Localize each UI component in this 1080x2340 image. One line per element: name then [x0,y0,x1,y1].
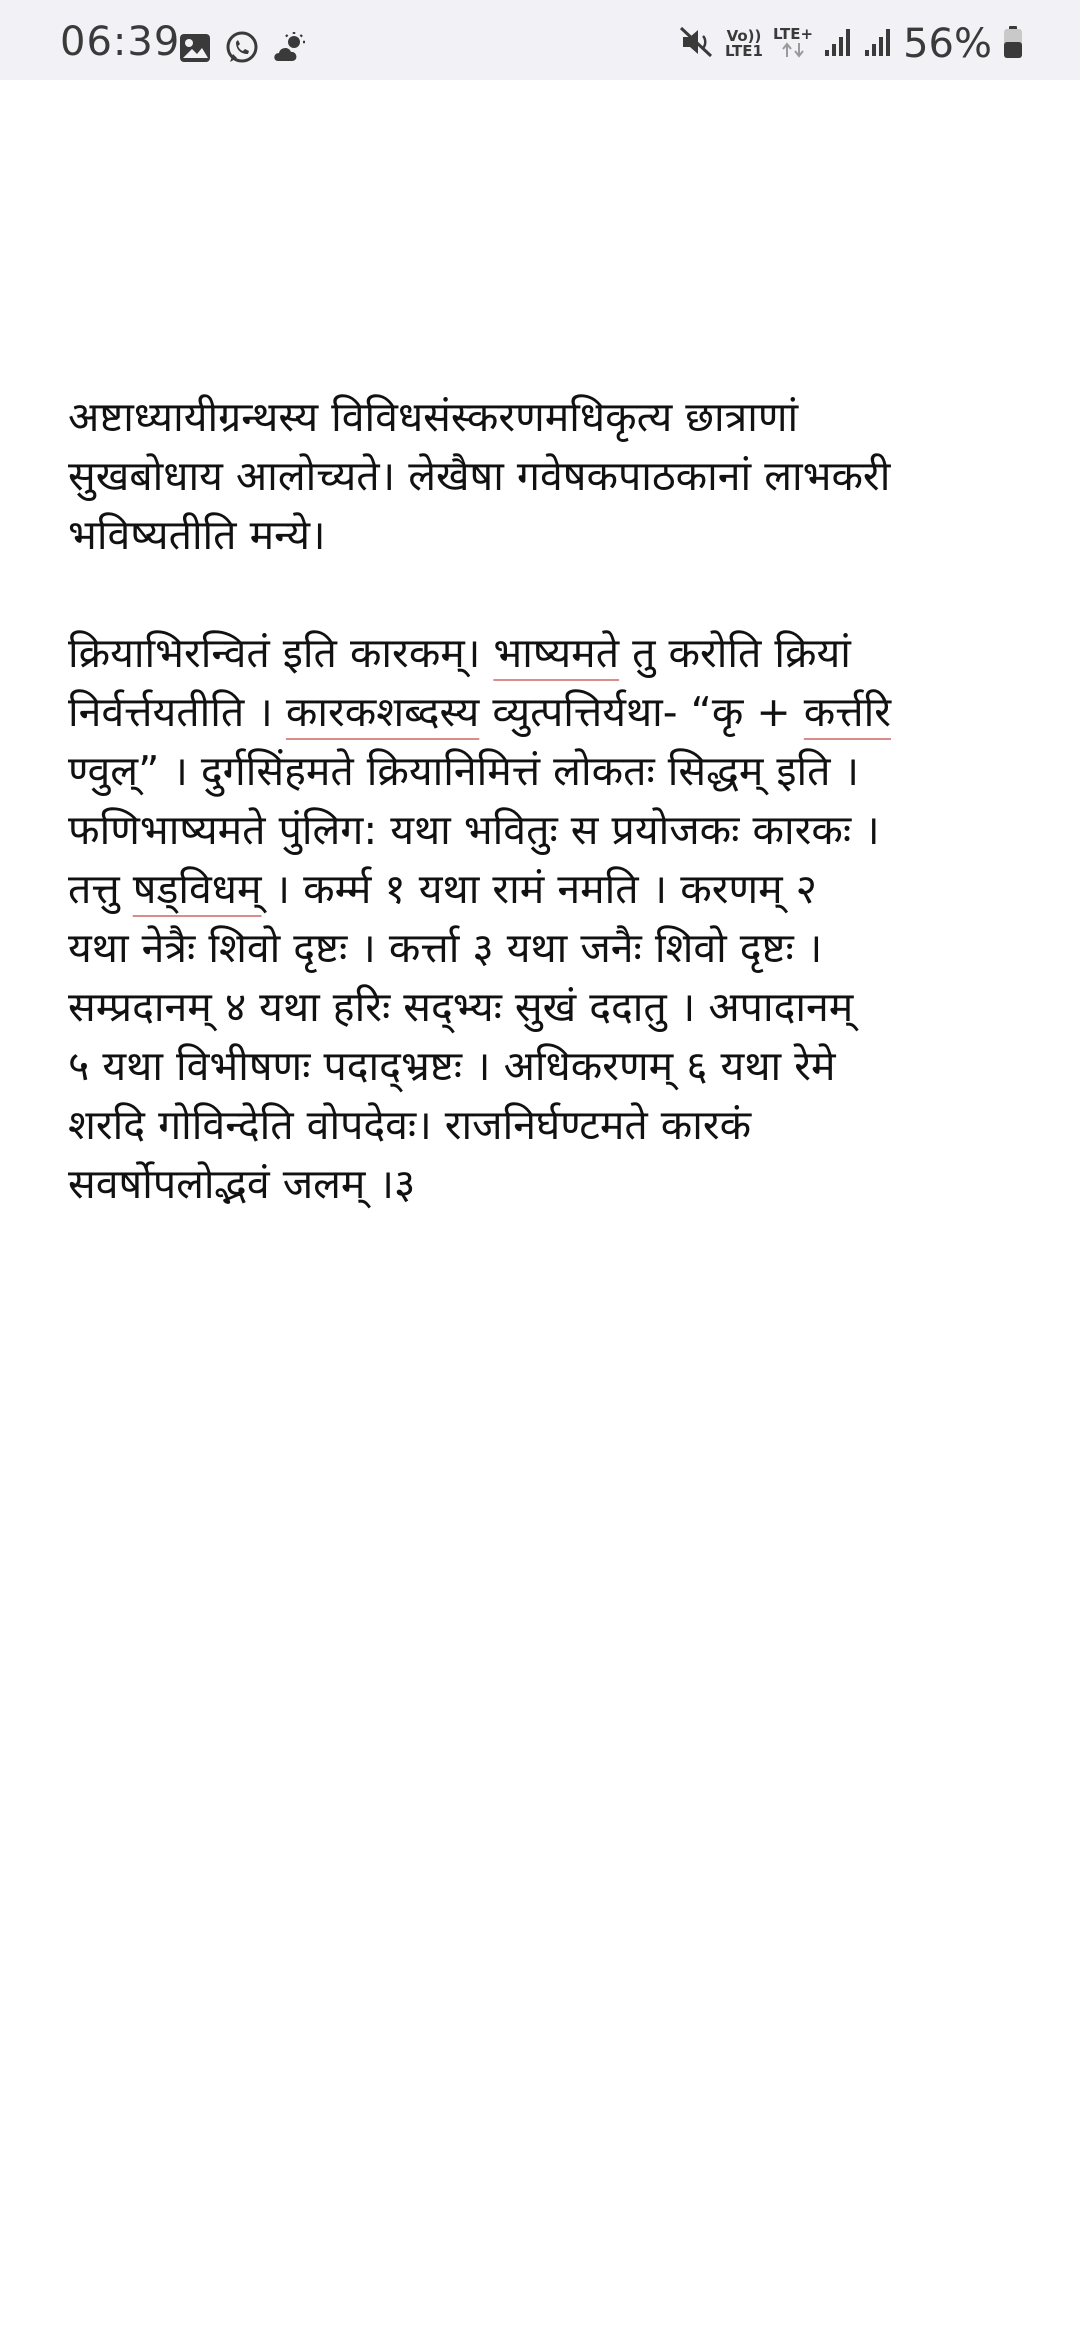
text-line: यथा नेत्रैः शिवो दृष्टः । कर्त्ता ३ यथा जनैः शिवो दृष्टः । [68,924,823,972]
lte-indicator [772,24,814,62]
document-text[interactable] [68,388,1028,1273]
text-line [68,683,1028,742]
text-line: ण्वुल्” । दुर्गसिंहमते क्रियानिमित्तं लोकतः सिद्धम् इति । [68,747,860,795]
text-line [68,624,1028,683]
status-time: 06:39 [60,19,181,65]
image-icon [178,31,212,69]
signal-icon-sim2 [863,26,893,62]
status-right [679,21,1024,67]
text-segment: तु करोति क्रियां [619,629,851,677]
battery-percent: 56% [903,21,992,67]
text-segment: । कर्म्म १ यथा रामं नमति । करणम् २ [261,865,817,913]
whatsapp-icon [224,30,260,70]
notification-icons [178,30,310,70]
volte-indicator [725,29,763,59]
mute-icon [679,25,715,63]
text-line: अष्टाध्यायीग्रन्थस्य विविधसंस्करणमधिकृत्य छात्राणां [68,393,799,441]
text-line: फणिभाष्यमते पुंलिग: यथा भवितुः स प्रयोजकः कारकः । [68,806,880,854]
spellcheck-word[interactable]: षड्विधम् [132,865,262,913]
status-bar [0,0,1080,80]
text-line: सवर्षोपलोद्भवं जलम् ।३ [68,1160,416,1208]
volte-top-label: Vo)) [726,27,762,45]
text-line: ५ यथा विभीषणः पदाद्भ्रष्टः । अधिकरणम् ६ यथा रेमे [68,1042,836,1090]
spellcheck-word[interactable]: कर्त्तरि [803,688,891,736]
weather-icon [272,31,310,69]
text-line: सम्प्रदानम् ४ यथा हरिः सद्भ्यः सुखं ददातु । अपादानम् [68,983,854,1031]
spellcheck-word[interactable]: कारकशब्दस्य [285,688,480,736]
text-segment: क्रियाभिरन्वितं इति कारकम्। [68,629,494,677]
battery-icon [1002,25,1024,63]
paragraph-intro [68,388,1028,565]
text-segment: निर्वर्त्तयतीति । [68,688,286,736]
text-line: शरदि गोविन्देति वोपदेवः। राजनिर्घण्टमते कारकं [68,1101,752,1149]
text-segment: व्युत्पत्तिर्यथा- “कृ + [479,688,804,736]
text-line: भविष्यतीति मन्ये। [68,511,326,559]
lte-label: LTE+ [772,24,814,43]
data-arrows-icon [779,42,807,62]
text-line [68,860,1028,919]
text-line: सुखबोधाय आलोच्यते। लेखैषा गवेषकपाठकानां लाभकरी [68,452,891,500]
text-segment: तत्तु [68,865,133,913]
signal-icon-sim1 [823,26,853,62]
spellcheck-word[interactable]: भाष्यमते [493,629,620,677]
paragraph-karaka [68,624,1028,1214]
volte-bottom-label: LTE1 [724,42,763,60]
